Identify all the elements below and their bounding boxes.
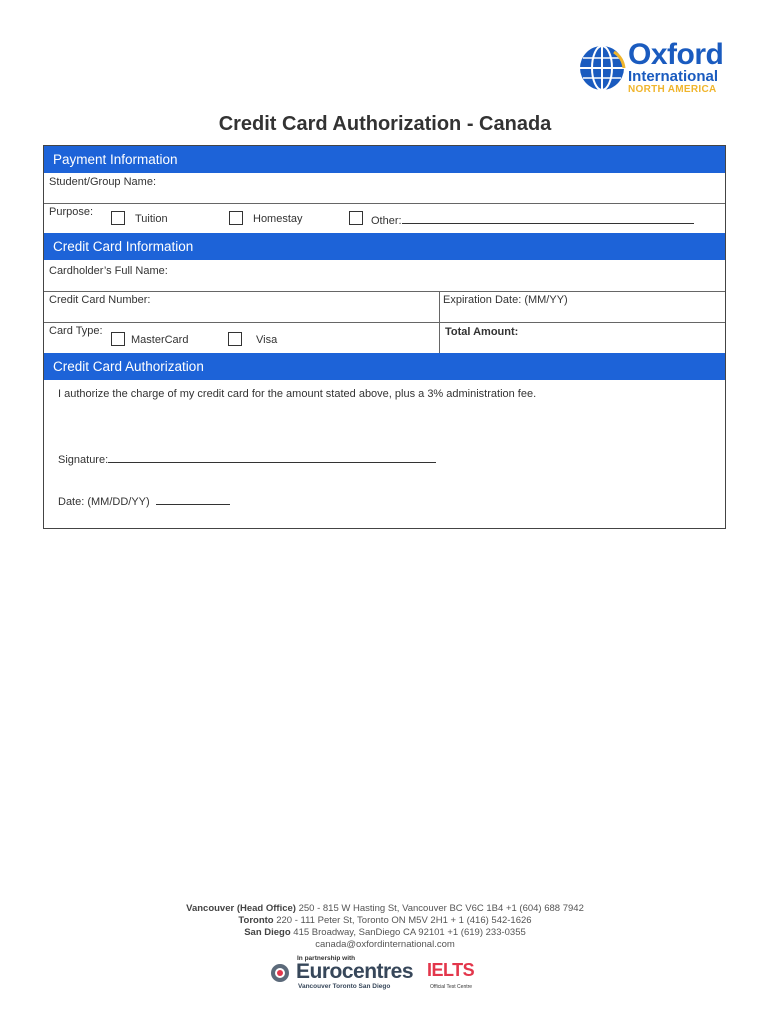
footer-vancouver	[0, 903, 770, 915]
homestay-checkbox[interactable]	[229, 211, 243, 225]
date-underline	[156, 494, 230, 505]
logo-north-america: NORTH AMERICA	[628, 84, 717, 95]
toronto-city: Toronto	[238, 915, 274, 926]
card-header-label: Credit Card Information	[53, 239, 194, 254]
tuition-checkbox[interactable]	[111, 211, 125, 225]
footer-sandiego	[0, 927, 770, 939]
ielts-official-test-centre: Official Test Centre	[430, 984, 473, 990]
credit-card-authorization-header	[44, 353, 725, 380]
oxford-logo	[578, 40, 738, 98]
page-title: Credit Card Authorization - Canada	[218, 113, 552, 135]
mastercard-checkbox[interactable]	[111, 332, 125, 346]
card-number-label: Credit Card Number:	[49, 294, 151, 306]
eurocentres-dot-icon	[277, 970, 283, 976]
credit-card-information-header	[44, 233, 725, 260]
cardholder-name-label: Cardholder’s Full Name:	[49, 265, 168, 277]
vancouver-address: 250 - 815 W Hasting St, Vancouver BC V6C 1B4 +1 (604) 688 7942	[298, 903, 584, 914]
sandiego-address: 415 Broadway, SanDiego CA 92101 +1 (619) 233-0355	[293, 927, 526, 938]
footer-addresses	[0, 903, 770, 951]
date-field[interactable]	[58, 494, 230, 508]
expiration-label: Expiration Date: (MM/YY)	[443, 294, 568, 306]
homestay-label: Homestay	[253, 213, 303, 225]
logo-international: International	[628, 68, 719, 85]
divider	[44, 291, 725, 292]
signature-underline	[108, 452, 436, 463]
partner-logos	[270, 955, 490, 995]
vancouver-city: Vancouver (Head Office)	[186, 903, 296, 914]
visa-label: Visa	[256, 334, 278, 346]
sandiego-city: San Diego	[244, 927, 291, 938]
visa-checkbox[interactable]	[228, 332, 242, 346]
partnership-label: In partnership with	[297, 955, 356, 962]
credit-card-form	[43, 145, 726, 529]
eurocentres-cities: Vancouver Toronto San Diego	[298, 983, 391, 990]
globe-icon	[578, 42, 626, 94]
date-label: Date: (MM/DD/YY)	[58, 496, 150, 508]
toronto-address: 220 - 111 Peter St, Toronto ON M5V 2H1 + 1 (416) 542-1626	[276, 915, 532, 926]
card-type-label: Card Type:	[49, 325, 103, 337]
authorization-header-label: Credit Card Authorization	[53, 359, 204, 374]
footer-email: canada@oxfordinternational.com	[315, 939, 455, 950]
signature-field[interactable]	[58, 452, 436, 466]
footer-toronto	[0, 915, 770, 927]
other-underline	[402, 213, 694, 224]
other-field[interactable]	[371, 213, 694, 227]
signature-label: Signature:	[58, 454, 109, 466]
divider	[44, 203, 725, 204]
eurocentres-logo-text: Eurocentres	[296, 960, 414, 983]
tuition-label: Tuition	[135, 213, 168, 225]
other-checkbox[interactable]	[349, 211, 363, 225]
purpose-label: Purpose:	[49, 206, 94, 218]
other-label: Other:	[371, 215, 402, 227]
payment-header-label: Payment Information	[53, 152, 178, 167]
mastercard-label: MasterCard	[131, 334, 189, 346]
divider	[44, 322, 725, 323]
payment-information-header	[44, 146, 725, 173]
student-name-label: Student/Group Name:	[49, 176, 157, 188]
ielts-logo: IELTS	[427, 960, 475, 980]
authorization-statement: I authorize the charge of my credit card for the amount stated above, plus a 3% administration fee.	[58, 388, 537, 400]
total-amount-label: Total Amount:	[445, 326, 519, 338]
logo-oxford: Oxford	[628, 38, 724, 71]
